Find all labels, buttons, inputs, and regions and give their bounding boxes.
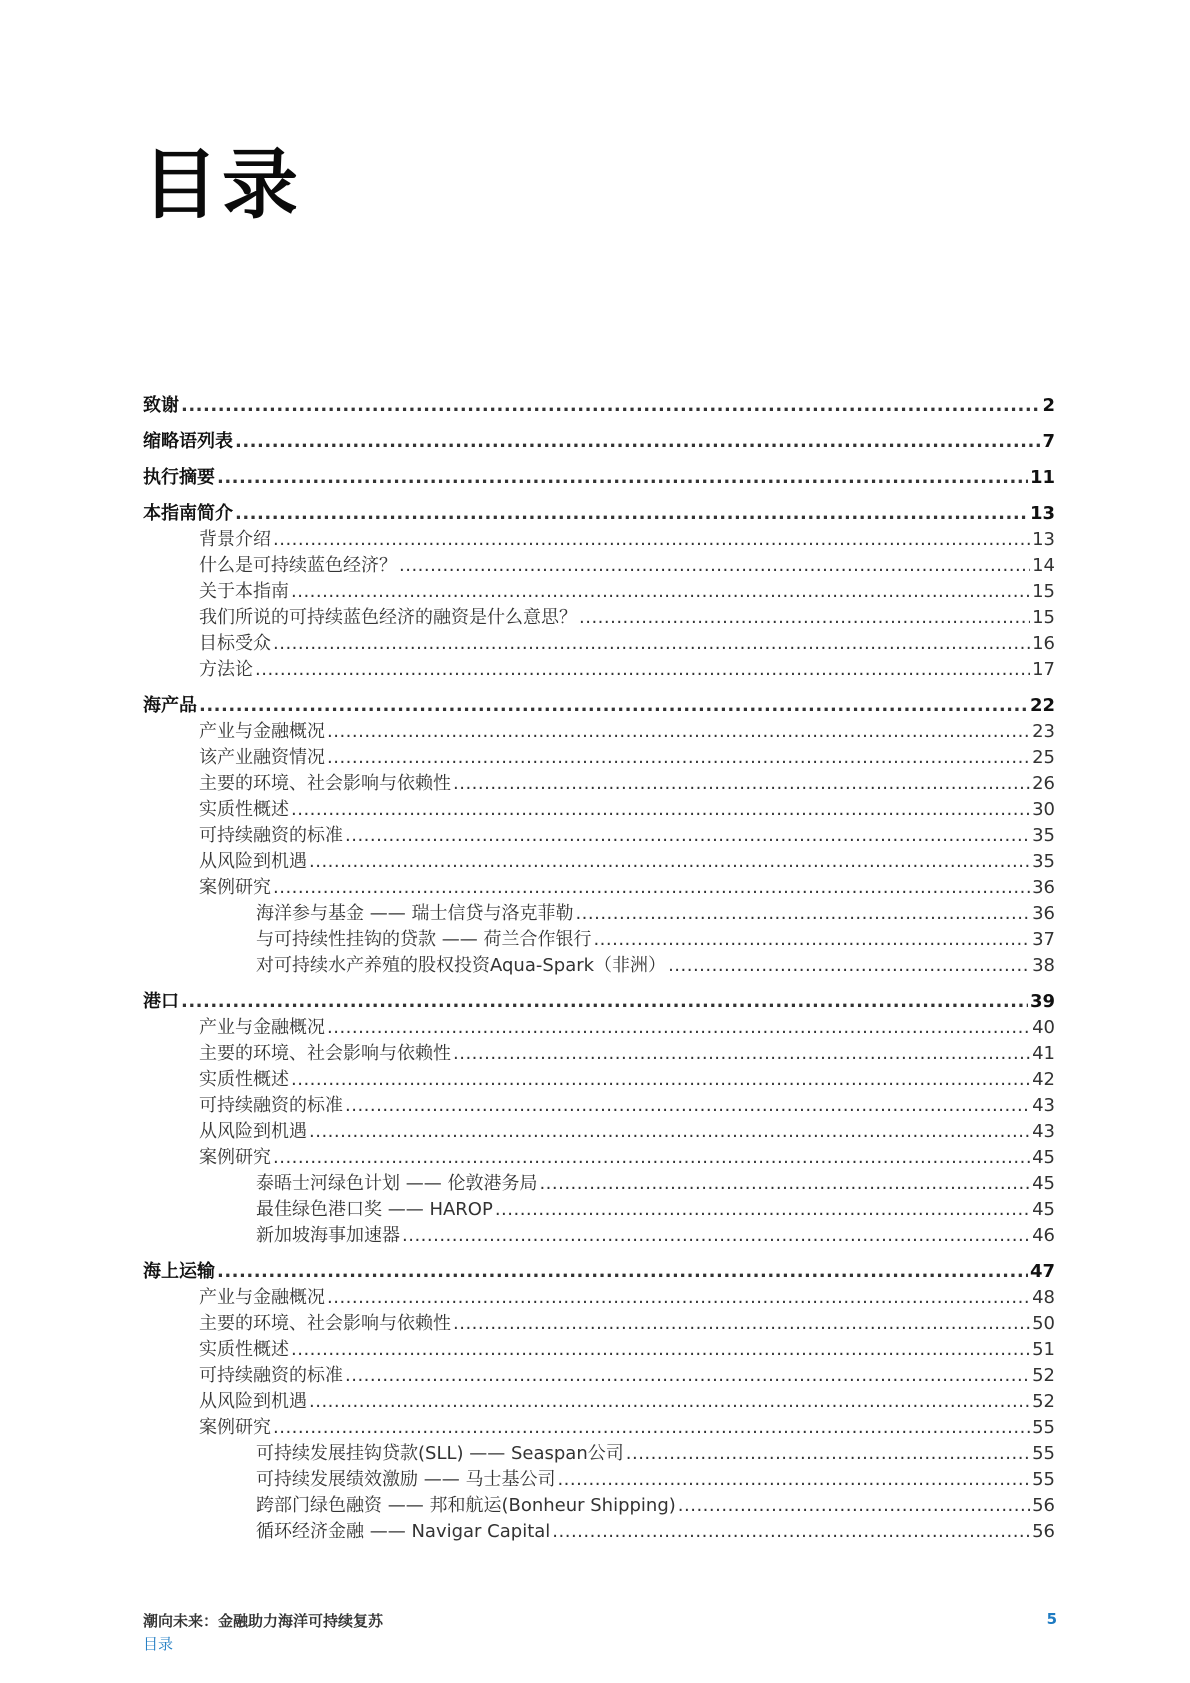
toc-entry-page: 52 [1032, 1365, 1055, 1386]
toc-entry-level-1[interactable] [143, 465, 1055, 491]
page-title: 目录 [142, 140, 302, 229]
toc-entry-title: 可持续融资的标准 [199, 1095, 343, 1116]
toc-entry-title: 可持续发展绩效激励 —— 马士基公司 [256, 1469, 556, 1490]
toc-entry-title: 该产业融资情况 [199, 747, 325, 768]
toc-entry-page: 52 [1032, 1391, 1055, 1412]
toc-entry-page: 51 [1032, 1339, 1055, 1360]
toc-dot-leader [235, 501, 1028, 527]
toc-dot-leader [273, 875, 1030, 901]
toc-dot-leader [345, 1363, 1030, 1389]
footer-document-title: 潮向未来：金融助力海洋可持续复苏 [143, 1612, 384, 1630]
toc-dot-leader [539, 1171, 1030, 1197]
toc-dot-leader [273, 631, 1030, 657]
toc-dot-leader [327, 1015, 1030, 1041]
toc-entry-level-3[interactable] [143, 927, 1055, 953]
toc-entry-page: 16 [1032, 633, 1055, 654]
toc-entry-page: 41 [1032, 1043, 1055, 1064]
toc-entry-title: 对可持续水产养殖的股权投资Aqua-Spark（非洲） [256, 955, 667, 976]
toc-entry-page: 26 [1032, 773, 1055, 794]
toc-entry-page: 35 [1032, 851, 1055, 872]
toc-entry-page: 22 [1029, 695, 1055, 716]
toc-dot-leader [291, 579, 1030, 605]
toc-entry-level-2[interactable] [143, 875, 1055, 901]
toc-entry-page: 36 [1032, 903, 1055, 924]
toc-entry-level-2[interactable] [143, 1337, 1055, 1363]
toc-dot-leader [579, 605, 1030, 631]
toc-entry-page: 11 [1029, 467, 1055, 488]
toc-entry-level-2[interactable] [143, 553, 1055, 579]
toc-dot-leader [453, 771, 1030, 797]
toc-entry-level-2[interactable] [143, 1389, 1055, 1415]
toc-entry-page: 23 [1032, 721, 1055, 742]
toc-entry-page: 56 [1032, 1495, 1055, 1516]
toc-dot-leader [626, 1441, 1030, 1467]
toc-entry-level-1[interactable] [143, 393, 1055, 419]
toc-entry-page: 40 [1032, 1017, 1055, 1038]
toc-entry-level-2[interactable] [143, 1093, 1055, 1119]
toc-entry-level-2[interactable] [143, 579, 1055, 605]
toc-entry-page: 56 [1032, 1521, 1055, 1542]
toc-entry-title: 案例研究 [199, 1147, 271, 1168]
toc-entry-title: 案例研究 [199, 1417, 271, 1438]
toc-entry-title: 方法论 [199, 659, 253, 680]
toc-dot-leader [345, 823, 1030, 849]
toc-entry-level-2[interactable] [143, 1285, 1055, 1311]
toc-entry-level-2[interactable] [143, 1145, 1055, 1171]
toc-entry-level-2[interactable] [143, 719, 1055, 745]
toc-dot-leader [678, 1493, 1030, 1519]
toc-entry-level-2[interactable] [143, 631, 1055, 657]
toc-dot-leader [345, 1093, 1030, 1119]
toc-entry-title: 产业与金融概况 [199, 1017, 325, 1038]
toc-entry-level-2[interactable] [143, 1015, 1055, 1041]
toc-dot-leader [217, 1259, 1028, 1285]
toc-entry-title: 实质性概述 [199, 1069, 289, 1090]
toc-entry-title: 海上运输 [143, 1261, 215, 1282]
toc-entry-title: 可持续发展挂钩贷款(SLL) —— Seaspan公司 [256, 1443, 624, 1464]
toc-entry-title: 可持续融资的标准 [199, 1365, 343, 1386]
toc-entry-page: 37 [1032, 929, 1055, 950]
toc-dot-leader [273, 1145, 1030, 1171]
toc-entry-level-2[interactable] [143, 605, 1055, 631]
toc-entry-level-2[interactable] [143, 1311, 1055, 1337]
toc-entry-page: 42 [1032, 1069, 1055, 1090]
toc-entry-title: 海产品 [143, 695, 197, 716]
toc-entry-title: 主要的环境、社会影响与依赖性 [199, 1313, 451, 1334]
toc-entry-level-3[interactable] [143, 1197, 1055, 1223]
toc-dot-leader [291, 797, 1030, 823]
toc-dot-leader [495, 1197, 1030, 1223]
toc-entry-page: 55 [1032, 1417, 1055, 1438]
toc-entry-title: 背景介绍 [199, 529, 271, 550]
toc-entry-title: 关于本指南 [199, 581, 289, 602]
toc-dot-leader [327, 1285, 1030, 1311]
toc-entry-title: 实质性概述 [199, 1339, 289, 1360]
toc-entry-title: 本指南简介 [143, 503, 233, 524]
toc-entry-title: 从风险到机遇 [199, 851, 307, 872]
toc-entry-page: 30 [1032, 799, 1055, 820]
footer-section-name: 目录 [143, 1635, 174, 1653]
toc-dot-leader [557, 1467, 1030, 1493]
toc-dot-leader [291, 1337, 1030, 1363]
toc-entry-level-3[interactable] [143, 1223, 1055, 1249]
toc-entry-level-2[interactable] [143, 745, 1055, 771]
toc-dot-leader [273, 527, 1030, 553]
toc-entry-title: 与可持续性挂钩的贷款 —— 荷兰合作银行 [256, 929, 592, 950]
toc-entry-page: 35 [1032, 825, 1055, 846]
toc-entry-level-2[interactable] [143, 1119, 1055, 1145]
toc-entry-page: 14 [1032, 555, 1055, 576]
toc-entry-title: 缩略语列表 [143, 431, 233, 452]
toc-dot-leader [552, 1519, 1030, 1545]
toc-entry-title: 主要的环境、社会影响与依赖性 [199, 773, 451, 794]
toc-entry-title: 港口 [143, 991, 179, 1012]
toc-dot-leader [291, 1067, 1030, 1093]
toc-dot-leader [309, 1119, 1030, 1145]
toc-entry-title: 从风险到机遇 [199, 1391, 307, 1412]
toc-entry-page: 15 [1032, 607, 1055, 628]
toc-entry-title: 主要的环境、社会影响与依赖性 [199, 1043, 451, 1064]
toc-entry-title: 产业与金融概况 [199, 721, 325, 742]
toc-entry-title: 致谢 [143, 395, 179, 416]
toc-entry-page: 45 [1032, 1199, 1055, 1220]
toc-entry-title: 循环经济金融 —— Navigar Capital [256, 1521, 551, 1542]
toc-entry-page: 2 [1042, 395, 1055, 416]
toc-dot-leader [402, 1223, 1030, 1249]
toc-entry-page: 13 [1029, 503, 1055, 524]
toc-entry-page: 38 [1032, 955, 1055, 976]
toc-entry-level-1[interactable] [143, 1259, 1055, 1285]
toc-entry-level-2[interactable] [143, 1415, 1055, 1441]
toc-dot-leader [217, 465, 1028, 491]
toc-entry-title: 可持续融资的标准 [199, 825, 343, 846]
toc-entry-title: 从风险到机遇 [199, 1121, 307, 1142]
toc-entry-title: 我们所说的可持续蓝色经济的融资是什么意思？ [199, 607, 577, 628]
toc-entry-title: 实质性概述 [199, 799, 289, 820]
toc-entry-level-2[interactable] [143, 849, 1055, 875]
toc-entry-level-2[interactable] [143, 1041, 1055, 1067]
table-of-contents [143, 393, 1055, 1545]
toc-entry-level-3[interactable] [143, 1171, 1055, 1197]
toc-entry-level-3[interactable] [143, 901, 1055, 927]
toc-entry-level-1[interactable] [143, 501, 1055, 527]
toc-entry-level-2[interactable] [143, 1067, 1055, 1093]
toc-entry-level-3[interactable] [143, 1467, 1055, 1493]
toc-entry-page: 55 [1032, 1469, 1055, 1490]
toc-entry-level-3[interactable] [143, 1493, 1055, 1519]
toc-entry-page: 25 [1032, 747, 1055, 768]
toc-dot-leader [453, 1041, 1030, 1067]
toc-dot-leader [309, 849, 1030, 875]
toc-dot-leader [235, 429, 1040, 455]
toc-entry-title: 海洋参与基金 —— 瑞士信贷与洛克菲勒 [256, 903, 574, 924]
toc-entry-title: 什么是可持续蓝色经济？ [199, 555, 397, 576]
toc-entry-title: 案例研究 [199, 877, 271, 898]
toc-entry-page: 36 [1032, 877, 1055, 898]
toc-entry-page: 50 [1032, 1313, 1055, 1334]
toc-dot-leader [181, 393, 1040, 419]
toc-entry-level-2[interactable] [143, 657, 1055, 683]
toc-dot-leader [327, 745, 1030, 771]
toc-entry-page: 45 [1032, 1173, 1055, 1194]
toc-entry-title: 目标受众 [199, 633, 271, 654]
toc-entry-title: 泰晤士河绿色计划 —— 伦敦港务局 [256, 1173, 538, 1194]
toc-entry-level-2[interactable] [143, 1363, 1055, 1389]
toc-entry-page: 48 [1032, 1287, 1055, 1308]
toc-entry-page: 43 [1032, 1121, 1055, 1142]
toc-entry-level-2[interactable] [143, 527, 1055, 553]
toc-dot-leader [575, 901, 1030, 927]
footer-page-number: 5 [1046, 1610, 1057, 1628]
toc-entry-title: 最佳绿色港口奖 —— HAROP [256, 1199, 493, 1220]
toc-entry-level-3[interactable] [143, 953, 1055, 979]
toc-entry-page: 17 [1032, 659, 1055, 680]
toc-entry-page: 13 [1032, 529, 1055, 550]
toc-entry-level-2[interactable] [143, 797, 1055, 823]
toc-entry-page: 47 [1029, 1261, 1055, 1282]
toc-dot-leader [309, 1389, 1030, 1415]
toc-entry-level-2[interactable] [143, 823, 1055, 849]
toc-dot-leader [399, 553, 1030, 579]
toc-entry-level-1[interactable] [143, 989, 1055, 1015]
toc-entry-level-3[interactable] [143, 1519, 1055, 1545]
toc-entry-page: 43 [1032, 1095, 1055, 1116]
toc-entry-title: 执行摘要 [143, 467, 215, 488]
toc-dot-leader [255, 657, 1030, 683]
toc-entry-page: 39 [1029, 991, 1055, 1012]
toc-entry-page: 46 [1032, 1225, 1055, 1246]
toc-entry-level-1[interactable] [143, 429, 1055, 455]
toc-dot-leader [453, 1311, 1030, 1337]
toc-entry-level-1[interactable] [143, 693, 1055, 719]
toc-entry-page: 45 [1032, 1147, 1055, 1168]
toc-dot-leader [181, 989, 1028, 1015]
toc-entry-level-3[interactable] [143, 1441, 1055, 1467]
toc-entry-level-2[interactable] [143, 771, 1055, 797]
toc-entry-title: 产业与金融概况 [199, 1287, 325, 1308]
toc-entry-page: 7 [1042, 431, 1055, 452]
toc-dot-leader [668, 953, 1030, 979]
toc-entry-title: 跨部门绿色融资 —— 邦和航运(Bonheur Shipping) [256, 1495, 676, 1516]
toc-dot-leader [273, 1415, 1030, 1441]
toc-entry-page: 55 [1032, 1443, 1055, 1464]
toc-entry-page: 15 [1032, 581, 1055, 602]
toc-dot-leader [327, 719, 1030, 745]
toc-entry-title: 新加坡海事加速器 [256, 1225, 400, 1246]
toc-dot-leader [593, 927, 1030, 953]
toc-dot-leader [199, 693, 1028, 719]
